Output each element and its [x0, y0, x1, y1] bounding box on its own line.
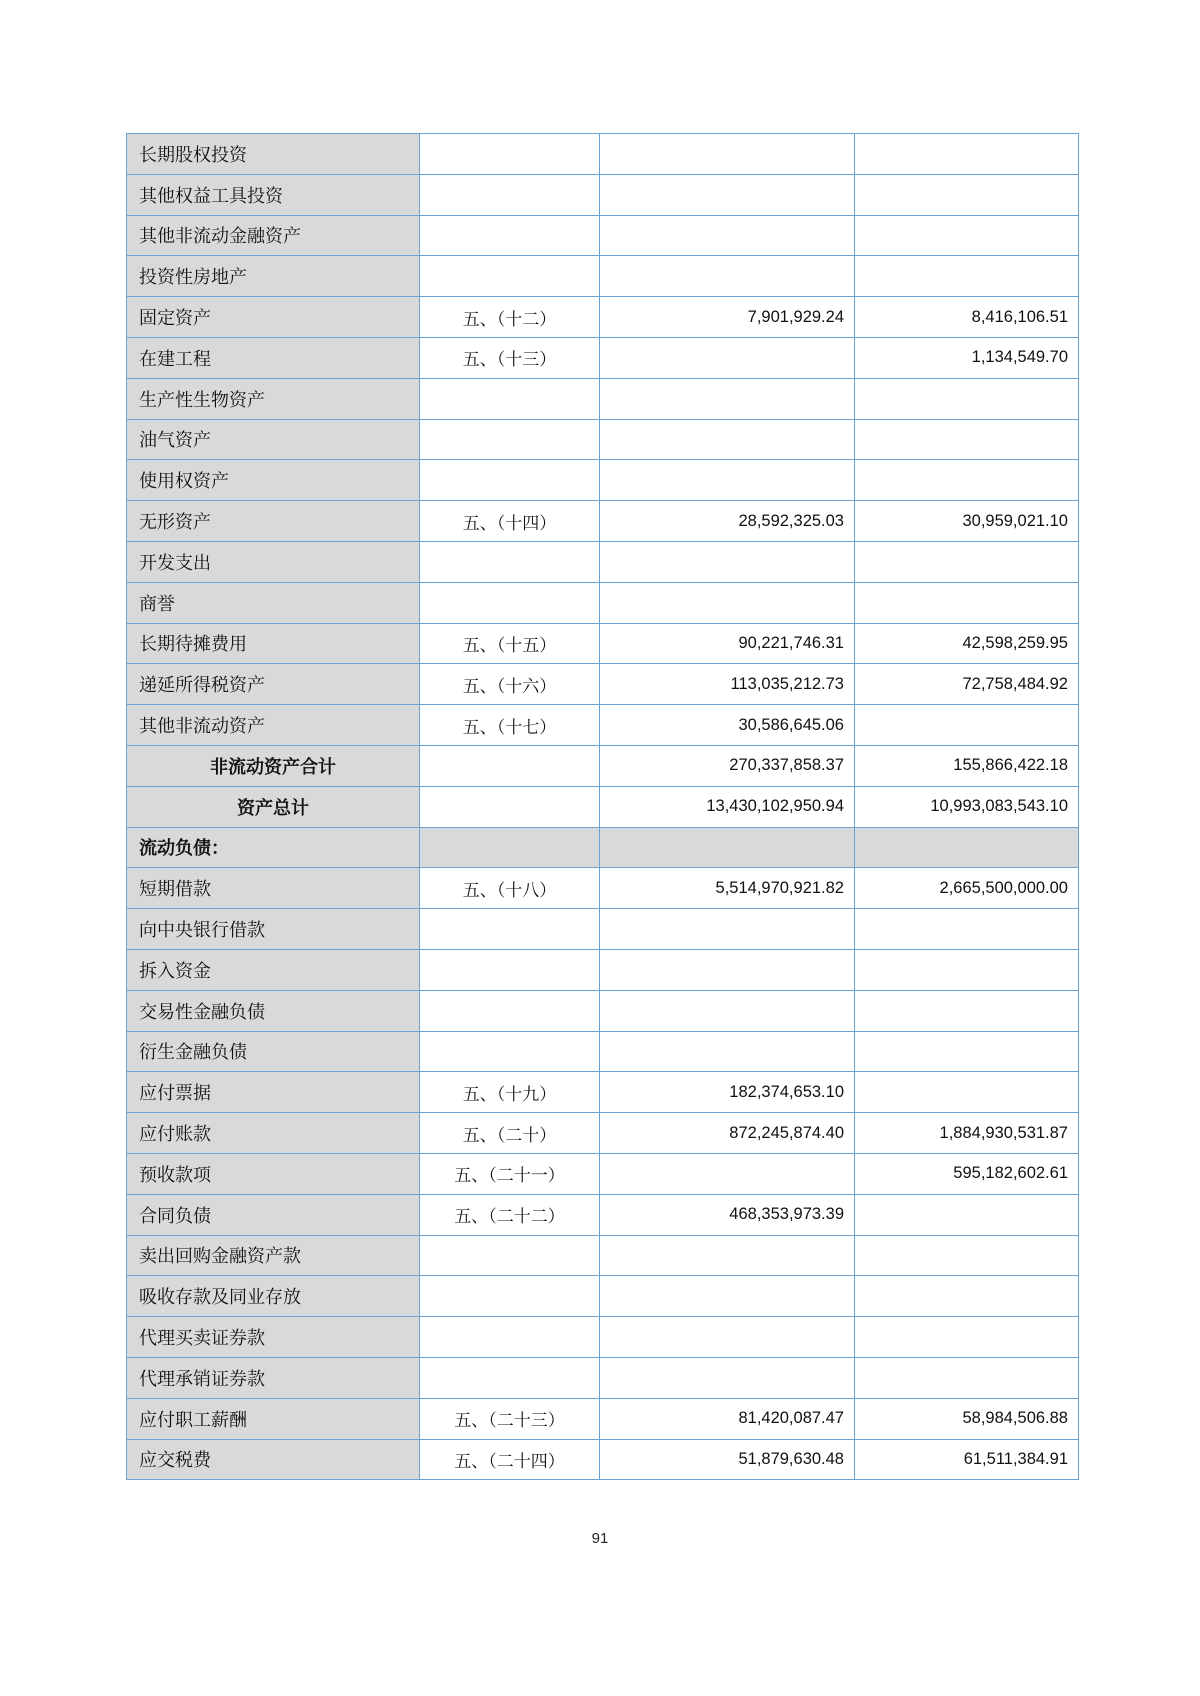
note-reference — [420, 1357, 600, 1398]
note-reference: 五、（十五） — [420, 623, 600, 664]
note-reference — [420, 541, 600, 582]
note-reference — [420, 460, 600, 501]
table-row — [127, 541, 1079, 582]
amount-current-period: 13,430,102,950.94 — [600, 786, 855, 827]
item-label: 应付票据 — [127, 1072, 420, 1113]
note-reference: 五、（十二） — [420, 297, 600, 338]
item-label: 长期股权投资 — [127, 134, 420, 175]
amount-current-period — [600, 1031, 855, 1072]
amount-prior-period — [855, 419, 1079, 460]
note-reference: 五、（二十一） — [420, 1153, 600, 1194]
table-row — [127, 949, 1079, 990]
table-row — [127, 215, 1079, 256]
table-row — [127, 1031, 1079, 1072]
amount-prior-period: 10,993,083,543.10 — [855, 786, 1079, 827]
note-reference: 五、（二十二） — [420, 1194, 600, 1235]
table-row — [127, 990, 1079, 1031]
item-label: 投资性房地产 — [127, 256, 420, 297]
item-label: 资产总计 — [127, 786, 420, 827]
note-reference — [420, 582, 600, 623]
item-label: 非流动资产合计 — [127, 745, 420, 786]
item-label: 流动负债： — [127, 827, 420, 868]
note-reference — [420, 745, 600, 786]
amount-prior-period: 155,866,422.18 — [855, 745, 1079, 786]
note-reference: 五、（十七） — [420, 705, 600, 746]
table-row — [127, 378, 1079, 419]
table-row — [127, 174, 1079, 215]
item-label: 其他权益工具投资 — [127, 174, 420, 215]
table-row — [127, 337, 1079, 378]
amount-prior-period — [855, 909, 1079, 950]
note-reference — [420, 134, 600, 175]
note-reference — [420, 827, 600, 868]
note-reference — [420, 949, 600, 990]
table-row — [127, 786, 1079, 827]
item-label: 合同负债 — [127, 1194, 420, 1235]
table-row — [127, 1317, 1079, 1358]
amount-current-period: 7,901,929.24 — [600, 297, 855, 338]
table-row — [127, 1398, 1079, 1439]
amount-current-period: 468,353,973.39 — [600, 1194, 855, 1235]
note-reference: 五、（十八） — [420, 868, 600, 909]
table-row — [127, 1072, 1079, 1113]
note-reference — [420, 256, 600, 297]
amount-current-period: 90,221,746.31 — [600, 623, 855, 664]
amount-current-period: 113,035,212.73 — [600, 664, 855, 705]
item-label: 无形资产 — [127, 501, 420, 542]
amount-prior-period — [855, 705, 1079, 746]
amount-prior-period — [855, 541, 1079, 582]
note-reference — [420, 786, 600, 827]
table-row — [127, 1194, 1079, 1235]
amount-current-period — [600, 582, 855, 623]
item-label: 应付账款 — [127, 1113, 420, 1154]
table-row — [127, 909, 1079, 950]
amount-prior-period: 61,511,384.91 — [855, 1439, 1079, 1480]
amount-prior-period — [855, 949, 1079, 990]
item-label: 衍生金融负债 — [127, 1031, 420, 1072]
amount-prior-period — [855, 1317, 1079, 1358]
table-row — [127, 1153, 1079, 1194]
table-row — [127, 134, 1079, 175]
amount-current-period — [600, 1153, 855, 1194]
table-row — [127, 623, 1079, 664]
amount-prior-period: 30,959,021.10 — [855, 501, 1079, 542]
amount-prior-period — [855, 1276, 1079, 1317]
note-reference — [420, 1276, 600, 1317]
table-row — [127, 1276, 1079, 1317]
amount-prior-period — [855, 215, 1079, 256]
amount-current-period — [600, 134, 855, 175]
amount-prior-period: 72,758,484.92 — [855, 664, 1079, 705]
item-label: 在建工程 — [127, 337, 420, 378]
amount-current-period — [600, 1235, 855, 1276]
balance-sheet-rows — [127, 134, 1079, 1480]
table-row — [127, 501, 1079, 542]
amount-prior-period — [855, 1357, 1079, 1398]
item-label: 预收款项 — [127, 1153, 420, 1194]
amount-prior-period — [855, 1235, 1079, 1276]
table-row — [127, 1235, 1079, 1276]
item-label: 向中央银行借款 — [127, 909, 420, 950]
item-label: 代理承销证券款 — [127, 1357, 420, 1398]
amount-prior-period: 58,984,506.88 — [855, 1398, 1079, 1439]
item-label: 应交税费 — [127, 1439, 420, 1480]
item-label: 吸收存款及同业存放 — [127, 1276, 420, 1317]
amount-prior-period — [855, 256, 1079, 297]
amount-prior-period — [855, 378, 1079, 419]
note-reference — [420, 1235, 600, 1276]
amount-current-period — [600, 337, 855, 378]
item-label: 其他非流动金融资产 — [127, 215, 420, 256]
amount-current-period — [600, 419, 855, 460]
item-label: 交易性金融负债 — [127, 990, 420, 1031]
note-reference: 五、（十九） — [420, 1072, 600, 1113]
note-reference — [420, 909, 600, 950]
amount-current-period: 81,420,087.47 — [600, 1398, 855, 1439]
amount-current-period — [600, 1276, 855, 1317]
page-number: 91 — [591, 1530, 609, 1547]
amount-current-period — [600, 949, 855, 990]
table-row — [127, 827, 1079, 868]
amount-prior-period: 595,182,602.61 — [855, 1153, 1079, 1194]
table-row — [127, 745, 1079, 786]
item-label: 开发支出 — [127, 541, 420, 582]
amount-prior-period — [855, 1072, 1079, 1113]
amount-current-period — [600, 460, 855, 501]
note-reference — [420, 1317, 600, 1358]
note-reference: 五、（十三） — [420, 337, 600, 378]
note-reference — [420, 419, 600, 460]
item-label: 拆入资金 — [127, 949, 420, 990]
item-label: 油气资产 — [127, 419, 420, 460]
amount-current-period: 28,592,325.03 — [600, 501, 855, 542]
table-row — [127, 256, 1079, 297]
amount-prior-period: 1,884,930,531.87 — [855, 1113, 1079, 1154]
amount-prior-period: 42,598,259.95 — [855, 623, 1079, 664]
table-row — [127, 868, 1079, 909]
amount-current-period — [600, 256, 855, 297]
item-label: 固定资产 — [127, 297, 420, 338]
amount-current-period: 5,514,970,921.82 — [600, 868, 855, 909]
amount-current-period — [600, 909, 855, 950]
amount-current-period — [600, 174, 855, 215]
table-row — [127, 1439, 1079, 1480]
amount-prior-period — [855, 174, 1079, 215]
item-label: 短期借款 — [127, 868, 420, 909]
note-reference: 五、（二十四） — [420, 1439, 600, 1480]
note-reference: 五、（十四） — [420, 501, 600, 542]
amount-current-period: 270,337,858.37 — [600, 745, 855, 786]
table-row — [127, 297, 1079, 338]
table-row — [127, 1113, 1079, 1154]
note-reference: 五、（二十） — [420, 1113, 600, 1154]
amount-current-period — [600, 1317, 855, 1358]
amount-prior-period — [855, 1194, 1079, 1235]
table-row — [127, 582, 1079, 623]
note-reference — [420, 1031, 600, 1072]
amount-current-period — [600, 541, 855, 582]
amount-current-period — [600, 990, 855, 1031]
table-row — [127, 705, 1079, 746]
amount-current-period — [600, 1357, 855, 1398]
amount-current-period: 872,245,874.40 — [600, 1113, 855, 1154]
item-label: 递延所得税资产 — [127, 664, 420, 705]
amount-prior-period — [855, 582, 1079, 623]
note-reference: 五、（二十三） — [420, 1398, 600, 1439]
amount-current-period: 30,586,645.06 — [600, 705, 855, 746]
item-label: 应付职工薪酬 — [127, 1398, 420, 1439]
item-label: 卖出回购金融资产款 — [127, 1235, 420, 1276]
amount-prior-period: 1,134,549.70 — [855, 337, 1079, 378]
item-label: 其他非流动资产 — [127, 705, 420, 746]
note-reference — [420, 378, 600, 419]
amount-prior-period — [855, 134, 1079, 175]
item-label: 生产性生物资产 — [127, 378, 420, 419]
amount-current-period — [600, 378, 855, 419]
item-label: 长期待摊费用 — [127, 623, 420, 664]
amount-prior-period — [855, 460, 1079, 501]
amount-current-period — [600, 827, 855, 868]
amount-prior-period: 2,665,500,000.00 — [855, 868, 1079, 909]
note-reference — [420, 990, 600, 1031]
item-label: 使用权资产 — [127, 460, 420, 501]
amount-current-period: 182,374,653.10 — [600, 1072, 855, 1113]
table-row — [127, 460, 1079, 501]
item-label: 商誉 — [127, 582, 420, 623]
balance-sheet-table — [126, 133, 1079, 1480]
item-label: 代理买卖证券款 — [127, 1317, 420, 1358]
table-row — [127, 419, 1079, 460]
note-reference: 五、（十六） — [420, 664, 600, 705]
amount-prior-period — [855, 990, 1079, 1031]
note-reference — [420, 215, 600, 256]
note-reference — [420, 174, 600, 215]
table-row — [127, 1357, 1079, 1398]
amount-prior-period — [855, 827, 1079, 868]
amount-prior-period: 8,416,106.51 — [855, 297, 1079, 338]
amount-current-period — [600, 215, 855, 256]
amount-current-period: 51,879,630.48 — [600, 1439, 855, 1480]
amount-prior-period — [855, 1031, 1079, 1072]
table-row — [127, 664, 1079, 705]
